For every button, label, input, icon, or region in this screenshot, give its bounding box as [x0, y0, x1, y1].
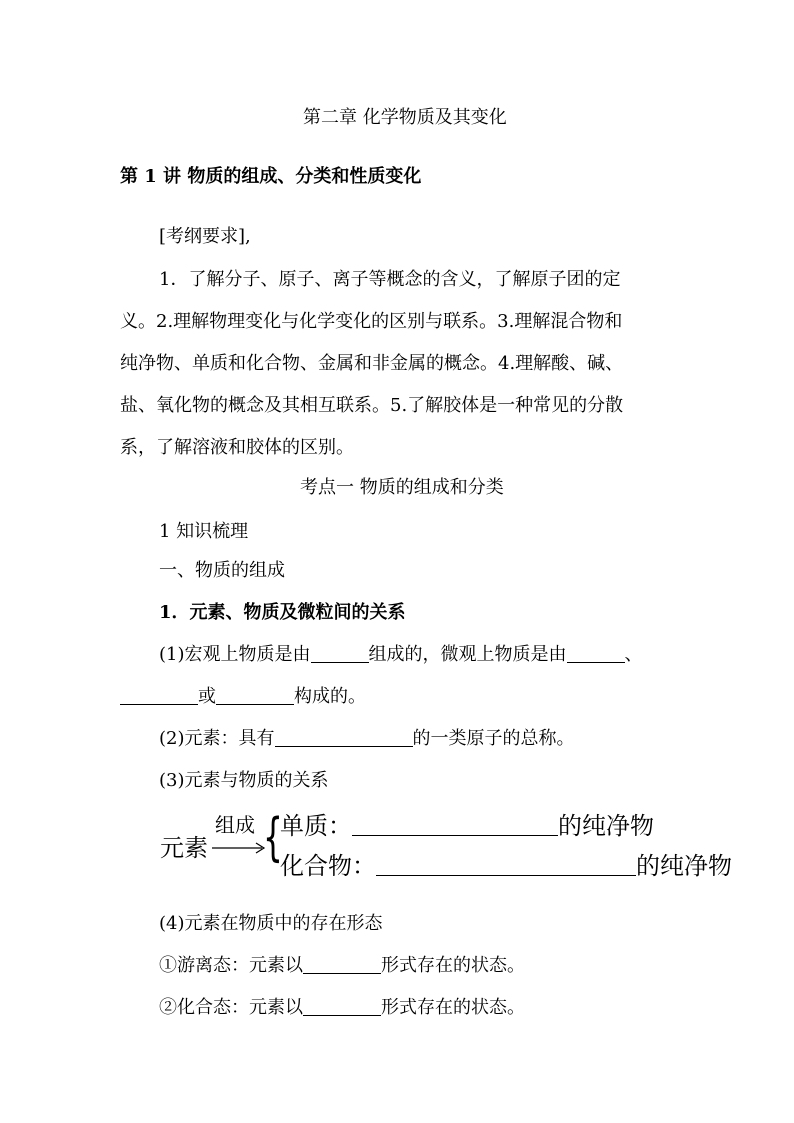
q2-text: 的一类原子的总称。: [412, 728, 575, 749]
requirements-line: 1．了解分子、原子、离子等概念的含义，了解原子团的定: [159, 269, 621, 290]
section-title: 考点一 物质的组成和分类: [300, 477, 504, 498]
q4-text: ②化合态：元素以: [159, 997, 303, 1018]
fill-blank[interactable]: [567, 644, 625, 663]
fill-blank[interactable]: [376, 853, 636, 876]
chapter-title: 第二章 化学物质及其变化: [303, 107, 507, 128]
question-3-title: (3)元素与物质的关系: [159, 770, 329, 791]
requirements-line: 纯净物、单质和化合物、金属和非金属的概念。4.理解酸、碱、: [120, 353, 624, 374]
lecture-title: 第 1 讲 物质的组成、分类和性质变化: [120, 166, 422, 187]
q1-text: 组成的，微观上物质是由: [368, 644, 567, 665]
q1-text: 或: [198, 686, 216, 707]
element-label: 元素: [160, 834, 208, 862]
fill-blank[interactable]: [216, 686, 294, 705]
question-4-title: (4)元素在物质中的存在形态: [159, 913, 383, 934]
q1-text: (1)宏观上物质是由: [159, 644, 311, 665]
simple-substance-label: 单质：: [280, 812, 352, 840]
requirements-line: 系，了解溶液和胶体的区别。: [120, 437, 354, 458]
q1-text: 、: [624, 644, 643, 665]
fill-blank[interactable]: [120, 686, 198, 705]
topic-title: 1．元素、物质及微粒间的关系: [159, 602, 406, 623]
q4-text: 形式存在的状态。: [381, 955, 525, 976]
fill-blank[interactable]: [303, 955, 381, 974]
element-substance-diagram: [160, 808, 780, 888]
compound-suffix: 的纯净物: [636, 852, 732, 880]
knowledge-label: 1 知识梳理: [159, 521, 249, 542]
fill-blank[interactable]: [303, 997, 381, 1016]
question-1-line-2: [120, 685, 366, 709]
compound-row: [280, 852, 732, 880]
arrow-label: 组成: [215, 813, 255, 837]
q1-text: 构成的。: [294, 686, 366, 707]
simple-substance-suffix: 的纯净物: [558, 812, 654, 840]
combined-state-line: [159, 996, 525, 1020]
q4-text: 形式存在的状态。: [381, 997, 525, 1018]
free-state-line: [159, 954, 525, 978]
requirements-line: 盐、氧化物的概念及其相互联系。5.了解胶体是一种常见的分散: [120, 395, 624, 416]
fill-blank[interactable]: [352, 813, 558, 836]
part-title: 一、物质的组成: [159, 560, 285, 581]
question-2: [159, 727, 575, 751]
question-1-line-1: [159, 643, 643, 667]
fill-blank[interactable]: [275, 728, 413, 747]
compound-label: 化合物：: [280, 852, 376, 880]
brace-icon: {: [263, 808, 283, 868]
q2-text: (2)元素：具有: [159, 728, 275, 749]
fill-blank[interactable]: [311, 644, 369, 663]
simple-substance-row: [280, 812, 654, 840]
q4-text: ①游离态：元素以: [159, 955, 303, 976]
requirements-heading: [考纲要求],: [159, 226, 251, 247]
requirements-line: 义。2.理解物理变化与化学变化的区别与联系。3.理解混合物和: [120, 311, 623, 332]
